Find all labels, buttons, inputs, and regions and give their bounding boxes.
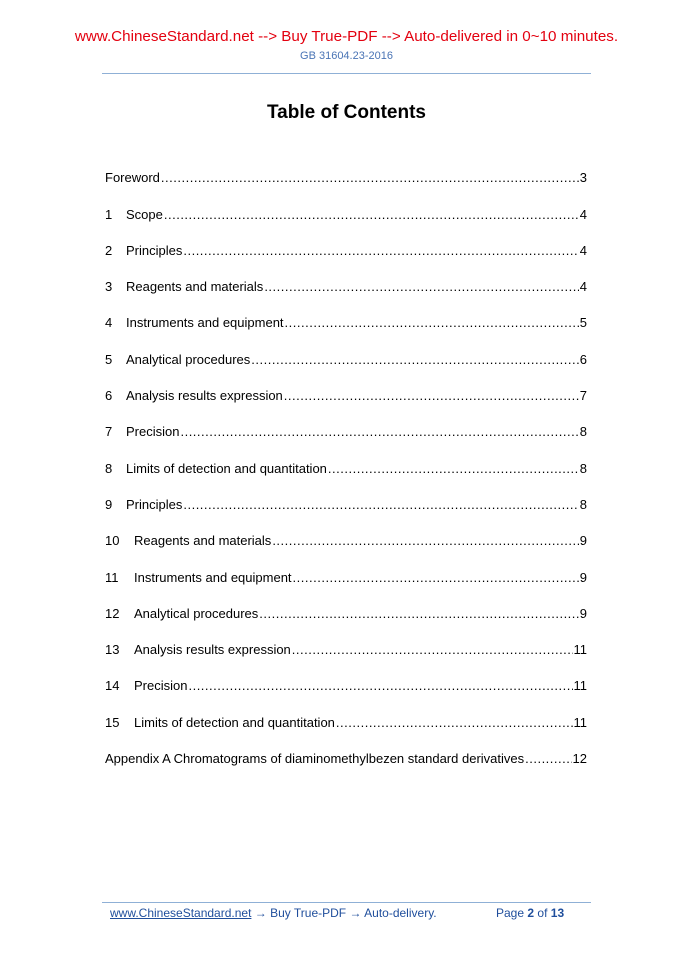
toc-dot-leader	[188, 678, 572, 694]
toc-entry-page: 7	[579, 388, 587, 404]
toc-entry-number: 12	[105, 605, 120, 621]
page-title: Table of Contents	[266, 102, 427, 123]
toc-entry-page: 11	[573, 714, 587, 730]
toc-entry-number: 2	[105, 242, 113, 258]
arrow-right-icon: →	[254, 906, 267, 920]
toc-entry-label: Scope	[126, 206, 163, 222]
toc-entry-page: 8	[579, 496, 587, 512]
toc-entry-label: Principles	[126, 242, 183, 258]
toc-entry-label: Instruments and equipment	[126, 315, 284, 331]
table-of-contents	[105, 150, 587, 767]
toc-entry-number: 11	[105, 569, 119, 585]
toc-dot-leader	[293, 570, 579, 586]
toc-entry-number: 10	[105, 533, 120, 549]
toc-entry-number: 9	[105, 496, 113, 512]
toc-entry-page: 11	[573, 642, 587, 658]
page-of: of	[537, 906, 548, 920]
toc-entry[interactable]	[105, 150, 587, 186]
toc-entry-number: 14	[105, 678, 120, 694]
toc-dot-leader	[525, 751, 571, 767]
toc-entry-number: 13	[105, 642, 120, 658]
toc-entry-label: Foreword	[105, 170, 160, 186]
toc-entry-page: 9	[579, 533, 587, 549]
toc-entry[interactable]	[105, 404, 587, 440]
toc-entry[interactable]	[105, 186, 587, 222]
toc-dot-leader	[336, 715, 573, 731]
toc-entry-page: 12	[572, 751, 587, 767]
toc-entry-label: Analysis results expression	[134, 642, 291, 658]
toc-dot-leader	[284, 388, 579, 404]
toc-entry-label: Precision	[134, 678, 188, 694]
toc-entry[interactable]	[105, 368, 587, 404]
toc-dot-leader	[328, 461, 579, 477]
toc-entry-label: Reagents and materials	[126, 279, 264, 295]
page-indicator	[496, 906, 564, 921]
page-total: 13	[550, 906, 565, 920]
toc-entry-number: 3	[105, 279, 113, 295]
toc-entry-page: 11	[573, 678, 587, 694]
toc-dot-leader	[161, 170, 579, 186]
toc-dot-leader	[259, 606, 578, 622]
toc-entry-number: 5	[105, 351, 113, 367]
toc-entry-number: 1	[105, 206, 113, 222]
toc-entry[interactable]	[105, 731, 587, 767]
toc-entry-label: Limits of detection and quantitation	[134, 714, 335, 730]
toc-dot-leader	[264, 279, 578, 295]
toc-entry-label: Instruments and equipment	[134, 569, 292, 585]
toc-entry-label: Reagents and materials	[134, 533, 272, 549]
footer-site-link[interactable]: www.ChineseStandard.net	[110, 906, 252, 920]
page-label: Page	[496, 906, 525, 920]
toc-entry[interactable]	[105, 694, 587, 730]
toc-entry[interactable]	[105, 331, 587, 367]
toc-entry-label: Precision	[126, 424, 180, 440]
toc-entry-number: 8	[105, 460, 113, 476]
toc-dot-leader	[183, 497, 578, 513]
toc-dot-leader	[180, 424, 578, 440]
toc-entry[interactable]	[105, 586, 587, 622]
toc-entry-label: Appendix A Chromatograms of diaminomethylbezen standard derivatives	[105, 751, 525, 767]
footer-buy-text: Buy True-PDF	[270, 906, 347, 920]
toc-entry-page: 9	[579, 569, 587, 585]
toc-dot-leader	[183, 243, 578, 259]
page-current: 2	[527, 906, 535, 920]
arrow-right-icon: →	[349, 906, 362, 920]
toc-entry-page: 5	[579, 315, 587, 331]
toc-dot-leader	[292, 642, 573, 658]
footer	[110, 906, 590, 921]
toc-dot-leader	[251, 352, 578, 368]
toc-entry-page: 4	[579, 206, 587, 222]
toc-entry-label: Principles	[126, 496, 183, 512]
toc-entry[interactable]	[105, 513, 587, 549]
toc-entry[interactable]	[105, 622, 587, 658]
standard-number: GB 31604.23-2016	[300, 50, 393, 62]
toc-entry-page: 8	[579, 424, 587, 440]
toc-entry-page: 3	[579, 170, 587, 186]
toc-entry-label: Analysis results expression	[126, 388, 283, 404]
toc-entry[interactable]	[105, 440, 587, 476]
toc-entry[interactable]	[105, 549, 587, 585]
toc-entry-number: 4	[105, 315, 113, 331]
toc-dot-leader	[164, 207, 579, 223]
toc-entry-number: 15	[105, 714, 120, 730]
toc-entry[interactable]	[105, 295, 587, 331]
header-divider	[102, 73, 591, 74]
toc-entry-label: Analytical procedures	[134, 605, 259, 621]
toc-entry-label: Limits of detection and quantitation	[126, 460, 327, 476]
toc-entry-page: 6	[579, 351, 587, 367]
toc-entry[interactable]	[105, 223, 587, 259]
toc-entry[interactable]	[105, 477, 587, 513]
toc-entry-page: 8	[579, 460, 587, 476]
toc-dot-leader	[272, 533, 578, 549]
toc-entry-page: 4	[579, 279, 587, 295]
toc-entry-page: 9	[579, 605, 587, 621]
toc-dot-leader	[285, 315, 579, 331]
footer-divider	[102, 902, 591, 903]
toc-entry-number: 6	[105, 388, 113, 404]
toc-entry-label: Analytical procedures	[126, 351, 251, 367]
toc-entry-page: 4	[579, 242, 587, 258]
footer-delivery-text: Auto-delivery.	[364, 906, 437, 920]
toc-entry-number: 7	[105, 424, 113, 440]
header-banner[interactable]: www.ChineseStandard.net --> Buy True-PDF --> Auto-delivered in 0~10 minutes.	[74, 28, 619, 45]
toc-entry[interactable]	[105, 259, 587, 295]
toc-entry[interactable]	[105, 658, 587, 694]
